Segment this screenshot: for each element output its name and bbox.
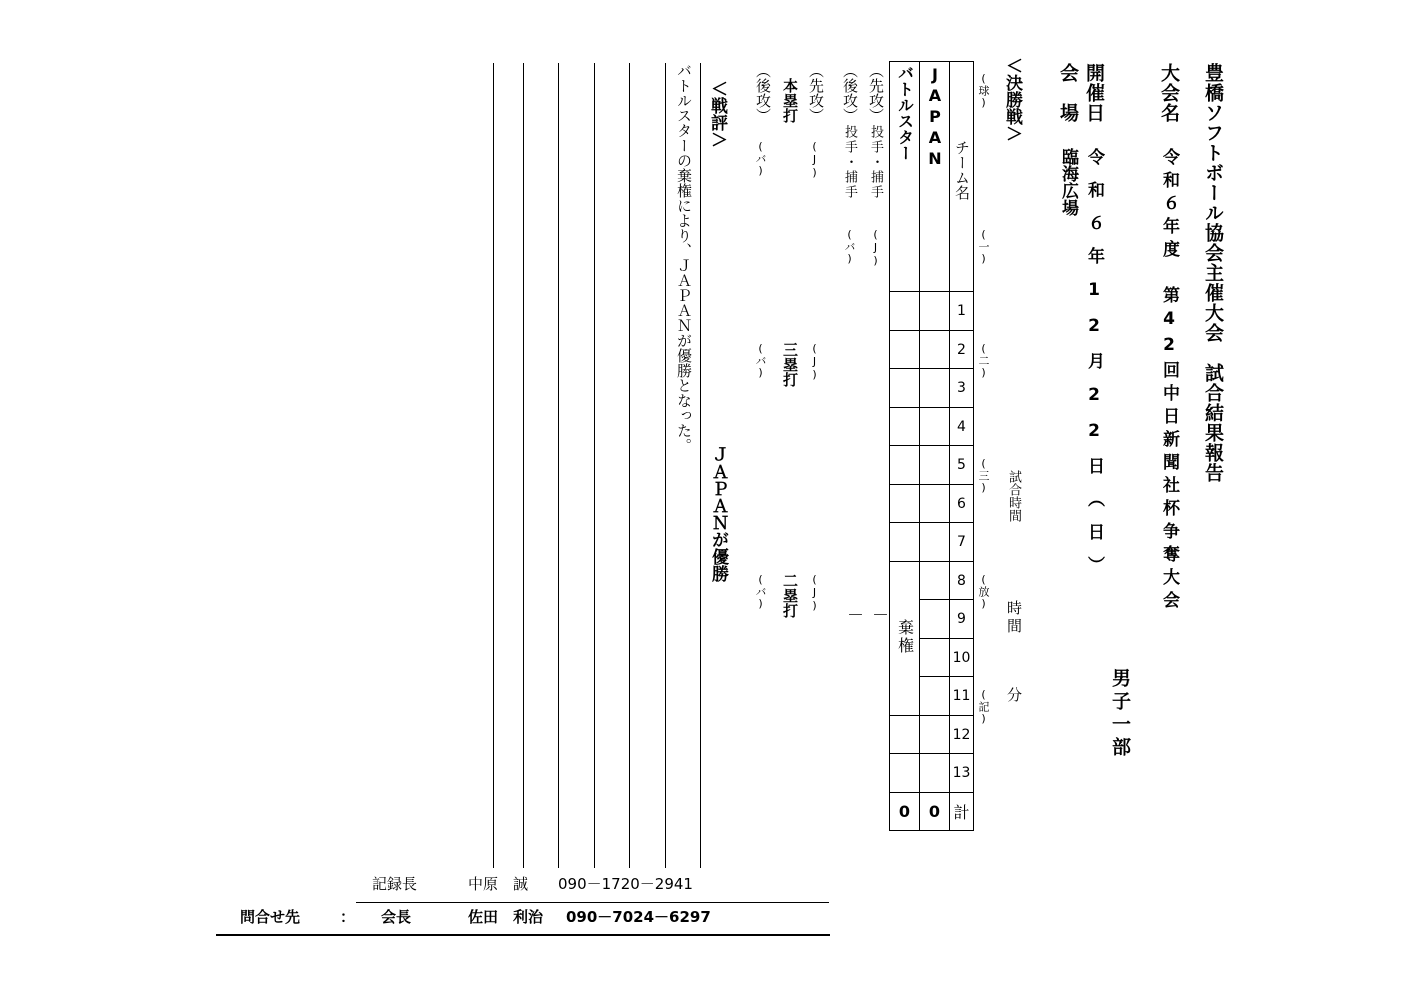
score-cell <box>890 485 920 523</box>
hits-second-label: （後攻） <box>754 63 772 123</box>
minute-label: 分 <box>1005 687 1023 702</box>
score-cell <box>920 446 950 485</box>
battery-second-tag: (バ) <box>843 228 856 265</box>
hits-second-tag: (バ) <box>754 140 767 177</box>
home-run-label: 本塁打 <box>781 78 799 123</box>
review-winner: ＪＡＰＡＮが優勝 <box>708 446 728 582</box>
date-label: 開催日 <box>1083 63 1105 123</box>
inning-number: 1 <box>950 292 974 331</box>
inning-number: 4 <box>950 408 974 446</box>
date-value: 令和６年12月22日（日） <box>1084 148 1104 589</box>
forfeit-cell: 棄権 <box>890 562 920 716</box>
report-title: 豊橋ソフトボール協会主催大会 試合結果報告 <box>1202 63 1224 483</box>
inning-number: 6 <box>950 485 974 523</box>
review-comment: バトルスターの棄権により、ＪＡＰＡＮが優勝となった。 <box>675 63 693 453</box>
triple-tag-b: (バ) <box>754 342 767 379</box>
ruled-line <box>700 63 701 868</box>
ruled-line <box>558 63 559 868</box>
division-label: 男子一部 <box>1109 668 1131 760</box>
recorder-phone: 090－1720－2941 <box>558 875 693 893</box>
tournament-name: 令和６年度 第42回中日新聞社杯争奪大会 <box>1159 148 1179 614</box>
triple-tag-j: (J) <box>808 342 821 381</box>
battery-first-text: 投手・捕手 <box>868 125 883 200</box>
score-cell <box>890 331 920 369</box>
team-name-japan: JAPAN <box>920 62 950 292</box>
score-cell <box>920 523 950 562</box>
score-cell <box>920 292 950 331</box>
marker-release: (放) <box>977 573 990 610</box>
inning-number: 9 <box>950 600 974 639</box>
inning-number: 2 <box>950 331 974 369</box>
contact-divider <box>356 902 829 903</box>
battery-second-dash: － <box>843 606 863 623</box>
score-cell <box>920 600 950 639</box>
score-cell <box>920 485 950 523</box>
score-cell <box>890 716 920 754</box>
marker-first: (一) <box>977 228 990 265</box>
triple-label: 三塁打 <box>781 342 799 387</box>
review-heading: ＜戦評＞ <box>707 80 727 148</box>
scoreboard-table <box>889 61 974 831</box>
hits-first-label: （先攻） <box>807 63 825 123</box>
inning-number: 5 <box>950 446 974 485</box>
score-cell <box>920 331 950 369</box>
score-cell <box>890 754 920 793</box>
score-cell <box>890 446 920 485</box>
final-heading: ＜決勝戦＞ <box>1002 57 1022 142</box>
president-role: 会長 <box>381 908 412 926</box>
inning-number: 8 <box>950 562 974 600</box>
marker-third: (三) <box>977 457 990 494</box>
time-label: 時間 <box>1005 600 1023 636</box>
score-cell <box>920 562 950 600</box>
venue-value: 臨海広場 <box>1058 148 1078 216</box>
ruled-line <box>665 63 666 868</box>
footer-rule <box>216 934 830 936</box>
battery-first-tag: (J) <box>869 228 882 267</box>
president-phone: 090－7024－6297 <box>566 908 711 926</box>
game-time-label: 試合時間 <box>1006 470 1021 522</box>
team-name-batterstar: バトルスター <box>890 62 920 292</box>
ruled-line <box>629 63 630 868</box>
score-cell <box>920 639 950 677</box>
score-cell <box>890 369 920 408</box>
score-cell <box>920 369 950 408</box>
hits-first-tag: (J) <box>808 140 821 179</box>
inning-number: 12 <box>950 716 974 754</box>
marker-record: (記) <box>977 688 990 725</box>
inquiry-label: 問合せ先 <box>240 908 301 926</box>
double-tag-j: (J) <box>808 573 821 612</box>
score-cell <box>920 408 950 446</box>
score-cell <box>920 716 950 754</box>
battery-second-text: 投手・捕手 <box>842 125 857 200</box>
score-cell <box>920 754 950 793</box>
score-cell <box>890 292 920 331</box>
president-name: 佐田 利治 <box>468 908 544 926</box>
double-label: 二塁打 <box>781 573 799 618</box>
ruled-line <box>493 63 494 868</box>
score-cell <box>890 523 920 562</box>
inquiry-colon: ： <box>340 908 356 926</box>
total-label: 計 <box>950 793 974 831</box>
inning-number: 13 <box>950 754 974 793</box>
battery-first-dash: － <box>868 606 888 623</box>
inning-number: 10 <box>950 639 974 677</box>
score-cell <box>890 408 920 446</box>
battery-second-label: （後攻） <box>841 63 859 123</box>
ruled-line <box>594 63 595 868</box>
recorder-name: 中原 誠 <box>468 875 529 893</box>
total-japan: 0 <box>920 793 950 831</box>
double-tag-b: (バ) <box>754 573 767 610</box>
battery-first-label: （先攻） <box>867 63 885 123</box>
ruled-line <box>523 63 524 868</box>
total-batterstar: 0 <box>890 793 920 831</box>
tournament-label: 大会名 <box>1158 63 1180 123</box>
score-cell <box>920 677 950 716</box>
team-name-header: チーム名 <box>950 62 974 292</box>
inning-number: 3 <box>950 369 974 408</box>
inning-number: 7 <box>950 523 974 562</box>
recorder-role: 記録長 <box>372 875 418 893</box>
marker-ball: (球) <box>977 72 990 109</box>
venue-label: 会 場 <box>1057 63 1079 123</box>
marker-second: (二) <box>977 342 990 379</box>
inning-number: 11 <box>950 677 974 716</box>
